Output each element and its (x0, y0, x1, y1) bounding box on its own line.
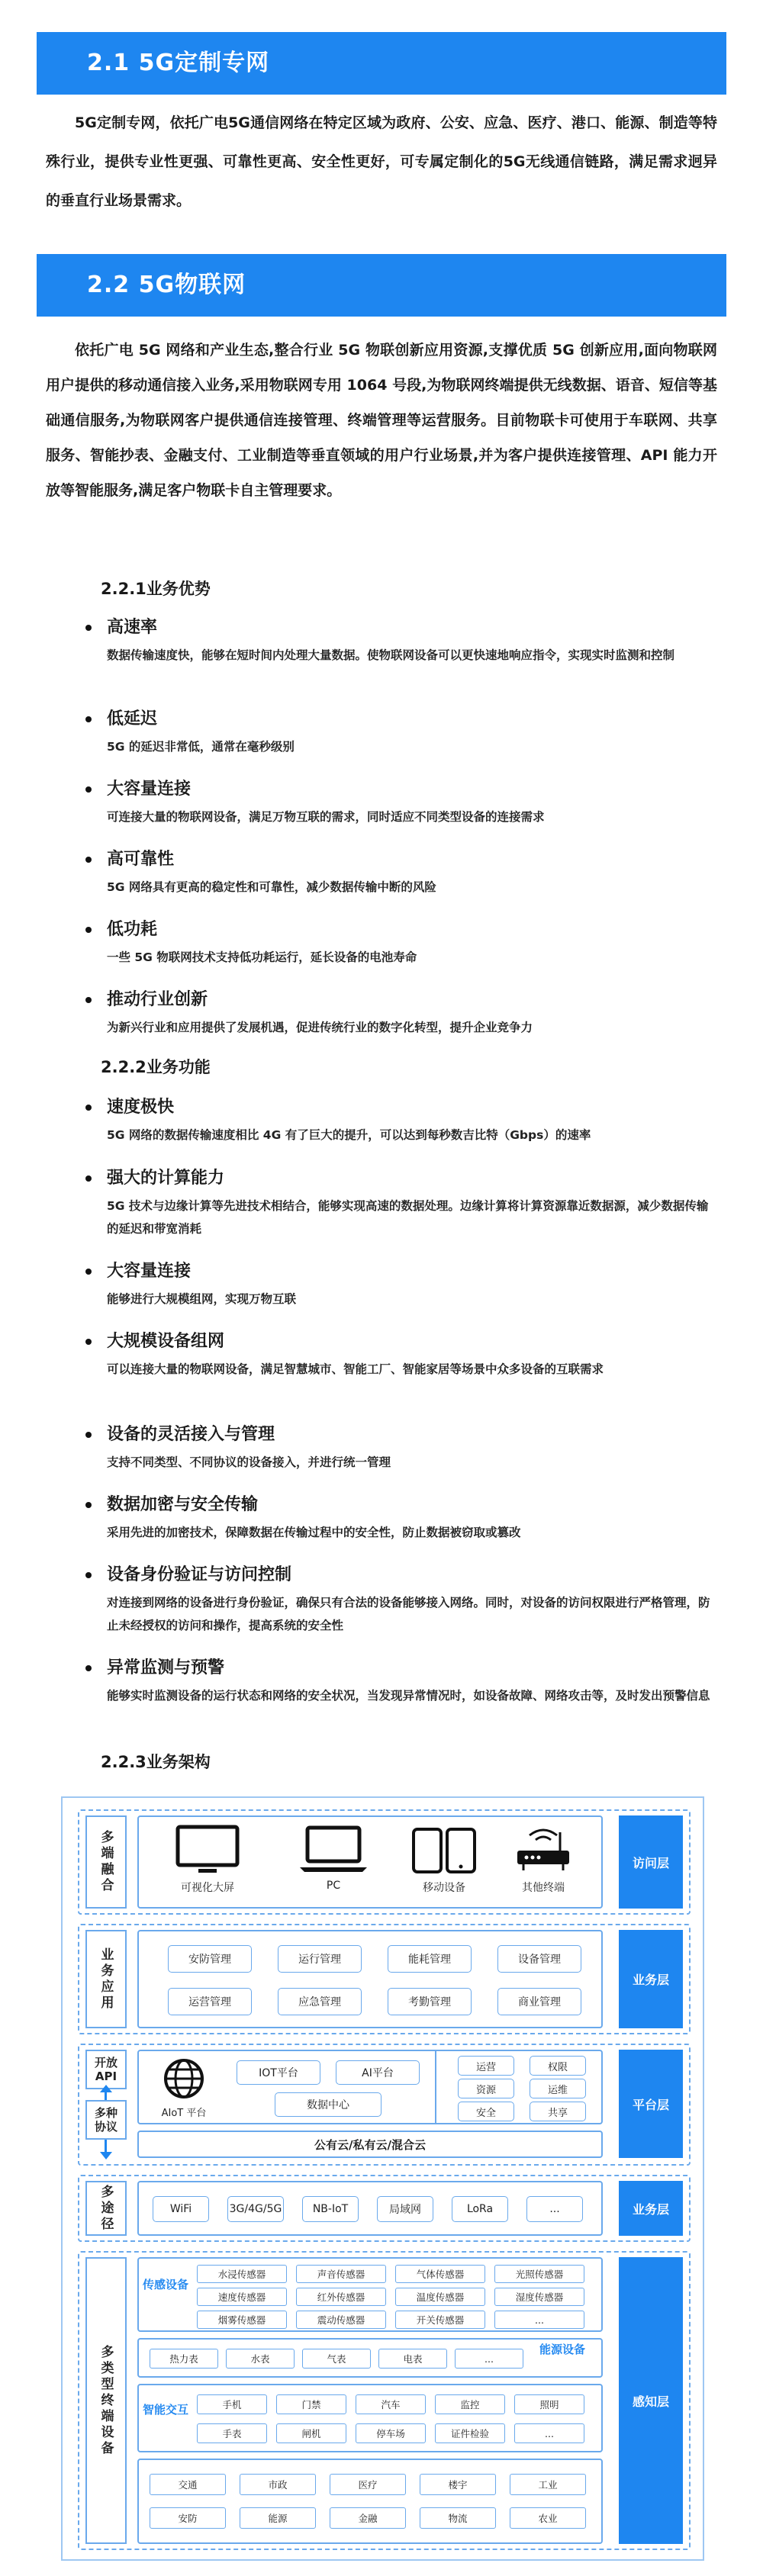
smart-box: 门禁 (276, 2394, 346, 2414)
network-box: 局域网 (377, 2196, 433, 2222)
energy-panel (137, 2338, 603, 2378)
device-other: 其他终端 (490, 1825, 597, 1895)
module-box: 安防管理 (168, 1945, 252, 1973)
list-item (85, 918, 719, 969)
item-desc: 5G 技术与边缘计算等先进技术相结合，能够实现高速的数据处理。边缘计算将计算资源靠近数据源，减少数据传输的延迟和带宽消耗 (107, 1199, 709, 1236)
item-title: 数据加密与安全传输 (107, 1495, 259, 1514)
ops-box: 运营 (458, 2056, 514, 2076)
router-icon (507, 1825, 580, 1875)
arrow-up-icon (100, 2085, 112, 2092)
smart-box: 监控 (435, 2394, 505, 2414)
perception-layer (78, 2251, 691, 2550)
monitor-icon (175, 1825, 240, 1875)
layer-tag: 感知层 (619, 2257, 683, 2544)
item-title: 设备的灵活接入与管理 (107, 1425, 275, 1444)
list-item (85, 1167, 719, 1240)
item-desc: 可连接大量的物联网设备，满足万物互联的需求，同时适应不同类型设备的连接需求 (107, 810, 545, 824)
globe-icon (163, 2057, 205, 2100)
network-box: LoRa (452, 2196, 508, 2222)
list-item (85, 1096, 719, 1146)
network-panel (137, 2181, 603, 2236)
section-title: 2.1 5G定制专网 (87, 50, 270, 76)
energy-box: 水表 (226, 2349, 295, 2369)
network-box: WiFi (153, 2196, 209, 2222)
network-layer (78, 2175, 691, 2242)
item-desc: 可以连接大量的物联网设备，满足智慧城市、智能工厂、智能家居等场景中众多设备的互联需求 (107, 1362, 604, 1376)
list-item (85, 708, 719, 758)
divider (435, 2051, 436, 2123)
energy-box: 气表 (302, 2349, 371, 2369)
section-title: 2.2 5G物联网 (87, 272, 246, 298)
subheading-architecture: 2.2.3业务架构 (101, 1753, 211, 1771)
sensor-label: 传感设备 (142, 2278, 188, 2291)
sensor-box: 声音传感器 (296, 2265, 386, 2283)
list-item (85, 1657, 719, 1707)
energy-label: 能源设备 (539, 2343, 585, 2356)
business-panel (137, 1930, 603, 2028)
layer-label: 多端融合 (85, 1815, 127, 1909)
industry-box: 医疗 (330, 2474, 406, 2495)
sensor-box: 湿度传感器 (494, 2288, 584, 2306)
smart-panel (137, 2384, 603, 2452)
laptop-icon (297, 1825, 370, 1875)
section-body-2-1: 5G定制专网，依托广电5G通信网络在特定区域为政府、公安、应急、医疗、港口、能源、制造等特殊行业，提供专业性更强、可靠性更高、安全性更好，可专属定制化的5G无线通信链路，满足需求迥异的垂直行业场景需求。 (46, 114, 717, 209)
energy-box: 热力表 (150, 2349, 218, 2369)
item-title: 推动行业创新 (107, 990, 208, 1009)
layer-label: 多途径 (85, 2181, 127, 2236)
energy-box: ... (455, 2349, 523, 2369)
data-center-box: 数据中心 (275, 2092, 382, 2117)
item-desc: 5G 的延迟非常低，通常在毫秒级别 (107, 740, 295, 754)
item-desc: 采用先进的加密技术，保障数据在传输过程中的安全性，防止数据被窃取或篡改 (107, 1526, 521, 1539)
module-box: 设备管理 (497, 1945, 581, 1973)
list-item (85, 1330, 719, 1381)
section-header-2-2 (37, 254, 726, 317)
item-desc: 一些 5G 物联网技术支持低功耗运行，延长设备的电池寿命 (107, 950, 417, 964)
item-title: 速度极快 (107, 1098, 175, 1117)
module-box: 商业管理 (497, 1988, 581, 2015)
ops-box: 资源 (458, 2079, 514, 2098)
item-title: 大容量连接 (107, 780, 192, 799)
list-item (85, 616, 719, 667)
list-item (85, 848, 719, 899)
item-desc: 能够实时监测设备的运行状态和网络的安全状况，当发现异常情况时，如设备故障、网络攻击等，及时发出预警信息 (107, 1689, 710, 1703)
aiot-platform: AIoT 平台 (150, 2057, 218, 2119)
subheading-advantages: 2.2.1业务优势 (101, 580, 211, 598)
module-box: 能耗管理 (388, 1945, 472, 1973)
industry-box: 市政 (240, 2474, 316, 2495)
sensor-box: 水浸传感器 (197, 2265, 287, 2283)
sensor-box: 温度传感器 (395, 2288, 485, 2306)
industry-box: 农业 (510, 2507, 586, 2529)
network-box: 3G/4G/5G (227, 2196, 284, 2222)
smart-box: 手表 (197, 2423, 267, 2443)
list-item (85, 1423, 719, 1474)
layer-label-open-api: 开放API (85, 2050, 127, 2089)
sensor-box: 气体传感器 (395, 2265, 485, 2283)
ops-box: 运维 (530, 2079, 586, 2098)
layer-label: 多类型终端设备 (85, 2257, 127, 2544)
industry-box: 工业 (510, 2474, 586, 2495)
device-panel (137, 1815, 603, 1909)
item-title: 低延迟 (107, 709, 158, 728)
item-desc: 支持不同类型、不同协议的设备接入，并进行统一管理 (107, 1455, 391, 1469)
device-large-screen: 可视化大屏 (154, 1825, 261, 1895)
industry-box: 能源 (240, 2507, 316, 2529)
item-desc: 5G 网络的数据传输速度相比 4G 有了巨大的提升，可以达到每秒数吉比特（Gbps）的速率 (107, 1128, 591, 1142)
cloud-bar: 公有云/私有云/混合云 (137, 2131, 603, 2158)
business-layer (78, 1924, 691, 2034)
layer-tag: 访问层 (619, 1815, 683, 1909)
module-box: 运营管理 (168, 1988, 252, 2015)
industry-box: 物流 (420, 2507, 496, 2529)
module-box: 运行管理 (278, 1945, 362, 1973)
list-item (85, 1494, 719, 1544)
module-box: 应急管理 (278, 1988, 362, 2015)
sensor-box: 光照传感器 (494, 2265, 584, 2283)
arrow-down-icon (100, 2152, 112, 2160)
smart-box: 照明 (514, 2394, 584, 2414)
ops-box: 权限 (530, 2056, 586, 2076)
industry-panel (137, 2459, 603, 2544)
energy-box: 电表 (378, 2349, 447, 2369)
section-body-2-2: 依托广电 5G 网络和产业生态,整合行业 5G 物联创新应用资源,支撑优质 5G 创新应用,面向物联网用户提供的移动通信接入业务,采用物联网专用 1064 号段,为物联网终端提供无线数据、语音、短信等基础通信服务,为物联网客户提供通信连接管理、终端管理等运营服务。目前物联卡可使用于车联网、共享服务、智能抄表、金融支付、工业制造等垂直领域的用户行业场景,并为客户提供连接管理、API 能力开放等智能服务,满足客户物联卡自主管理要求。 (46, 342, 717, 499)
layer-tag: 平台层 (619, 2050, 683, 2158)
item-desc: 对连接到网络的设备进行身份验证，确保只有合法的设备能够接入网络。同时，对设备的访问权限进行严格管理，防止未经授权的访问和操作，提高系统的安全性 (107, 1596, 710, 1632)
module-box: 考勤管理 (388, 1988, 472, 2015)
item-title: 低功耗 (107, 920, 158, 939)
sensor-box: 红外传感器 (296, 2288, 386, 2306)
subheading-functions: 2.2.2业务功能 (101, 1058, 211, 1076)
item-desc: 数据传输速度快，能够在短时间内处理大量数据。使物联网设备可以更快速地响应指令，实现实时监测和控制 (107, 648, 675, 662)
layer-tag: 业务层 (619, 2181, 683, 2236)
smart-box: 手机 (197, 2394, 267, 2414)
network-box: ... (526, 2196, 583, 2222)
item-desc: 5G 网络具有更高的稳定性和可靠性，减少数据传输中断的风险 (107, 880, 436, 894)
item-title: 大容量连接 (107, 1262, 192, 1281)
device-pc: PC (280, 1825, 387, 1892)
industry-box: 安防 (150, 2507, 226, 2529)
section-header-2-1 (37, 32, 726, 95)
item-title: 异常监测与预警 (107, 1658, 225, 1677)
item-title: 高速率 (107, 618, 158, 637)
smart-box: ... (514, 2423, 584, 2443)
list-item (85, 778, 719, 828)
architecture-diagram (61, 1796, 704, 2561)
item-title: 强大的计算能力 (107, 1169, 225, 1188)
layer-label-protocols: 多种协议 (85, 2100, 127, 2140)
item-title: 高可靠性 (107, 850, 175, 869)
layer-tag: 业务层 (619, 1930, 683, 2028)
industry-box: 楼宇 (420, 2474, 496, 2495)
sensor-box: 速度传感器 (197, 2288, 287, 2306)
iot-platform-box: IOT平台 (237, 2060, 320, 2085)
ops-box: 共享 (530, 2102, 586, 2121)
item-desc: 能够进行大规模组网，实现万物互联 (107, 1292, 297, 1306)
access-layer (78, 1809, 691, 1915)
item-title: 大规模设备组网 (107, 1332, 225, 1351)
item-desc: 为新兴行业和应用提供了发展机遇，促进传统行业的数字化转型，提升企业竞争力 (107, 1021, 533, 1034)
ai-platform-box: AI平台 (336, 2060, 420, 2085)
ops-box: 安全 (458, 2102, 514, 2121)
sensor-box: 开关传感器 (395, 2311, 485, 2329)
smart-box: 停车场 (356, 2423, 426, 2443)
list-item (85, 989, 719, 1039)
layer-label: 业务应用 (85, 1930, 127, 2028)
smart-box: 汽车 (356, 2394, 426, 2414)
sensor-box: 震动传感器 (296, 2311, 386, 2329)
smart-box: 闸机 (276, 2423, 346, 2443)
list-item (85, 1564, 719, 1637)
platform-panel (137, 2050, 603, 2124)
smart-box: 证件检验 (435, 2423, 505, 2443)
sensor-box: ... (494, 2311, 584, 2329)
network-box: NB-IoT (302, 2196, 359, 2222)
device-mobile: 移动设备 (391, 1825, 497, 1895)
smart-label: 智能交互 (142, 2403, 188, 2417)
item-title: 设备身份验证与访问控制 (107, 1565, 292, 1584)
list-item (85, 1260, 719, 1311)
sensor-box: 烟雾传感器 (197, 2311, 287, 2329)
mobile-tablet-icon (407, 1825, 481, 1875)
platform-layer (78, 2044, 691, 2166)
industry-box: 金融 (330, 2507, 406, 2529)
industry-box: 交通 (150, 2474, 226, 2495)
sensor-panel (137, 2257, 603, 2332)
